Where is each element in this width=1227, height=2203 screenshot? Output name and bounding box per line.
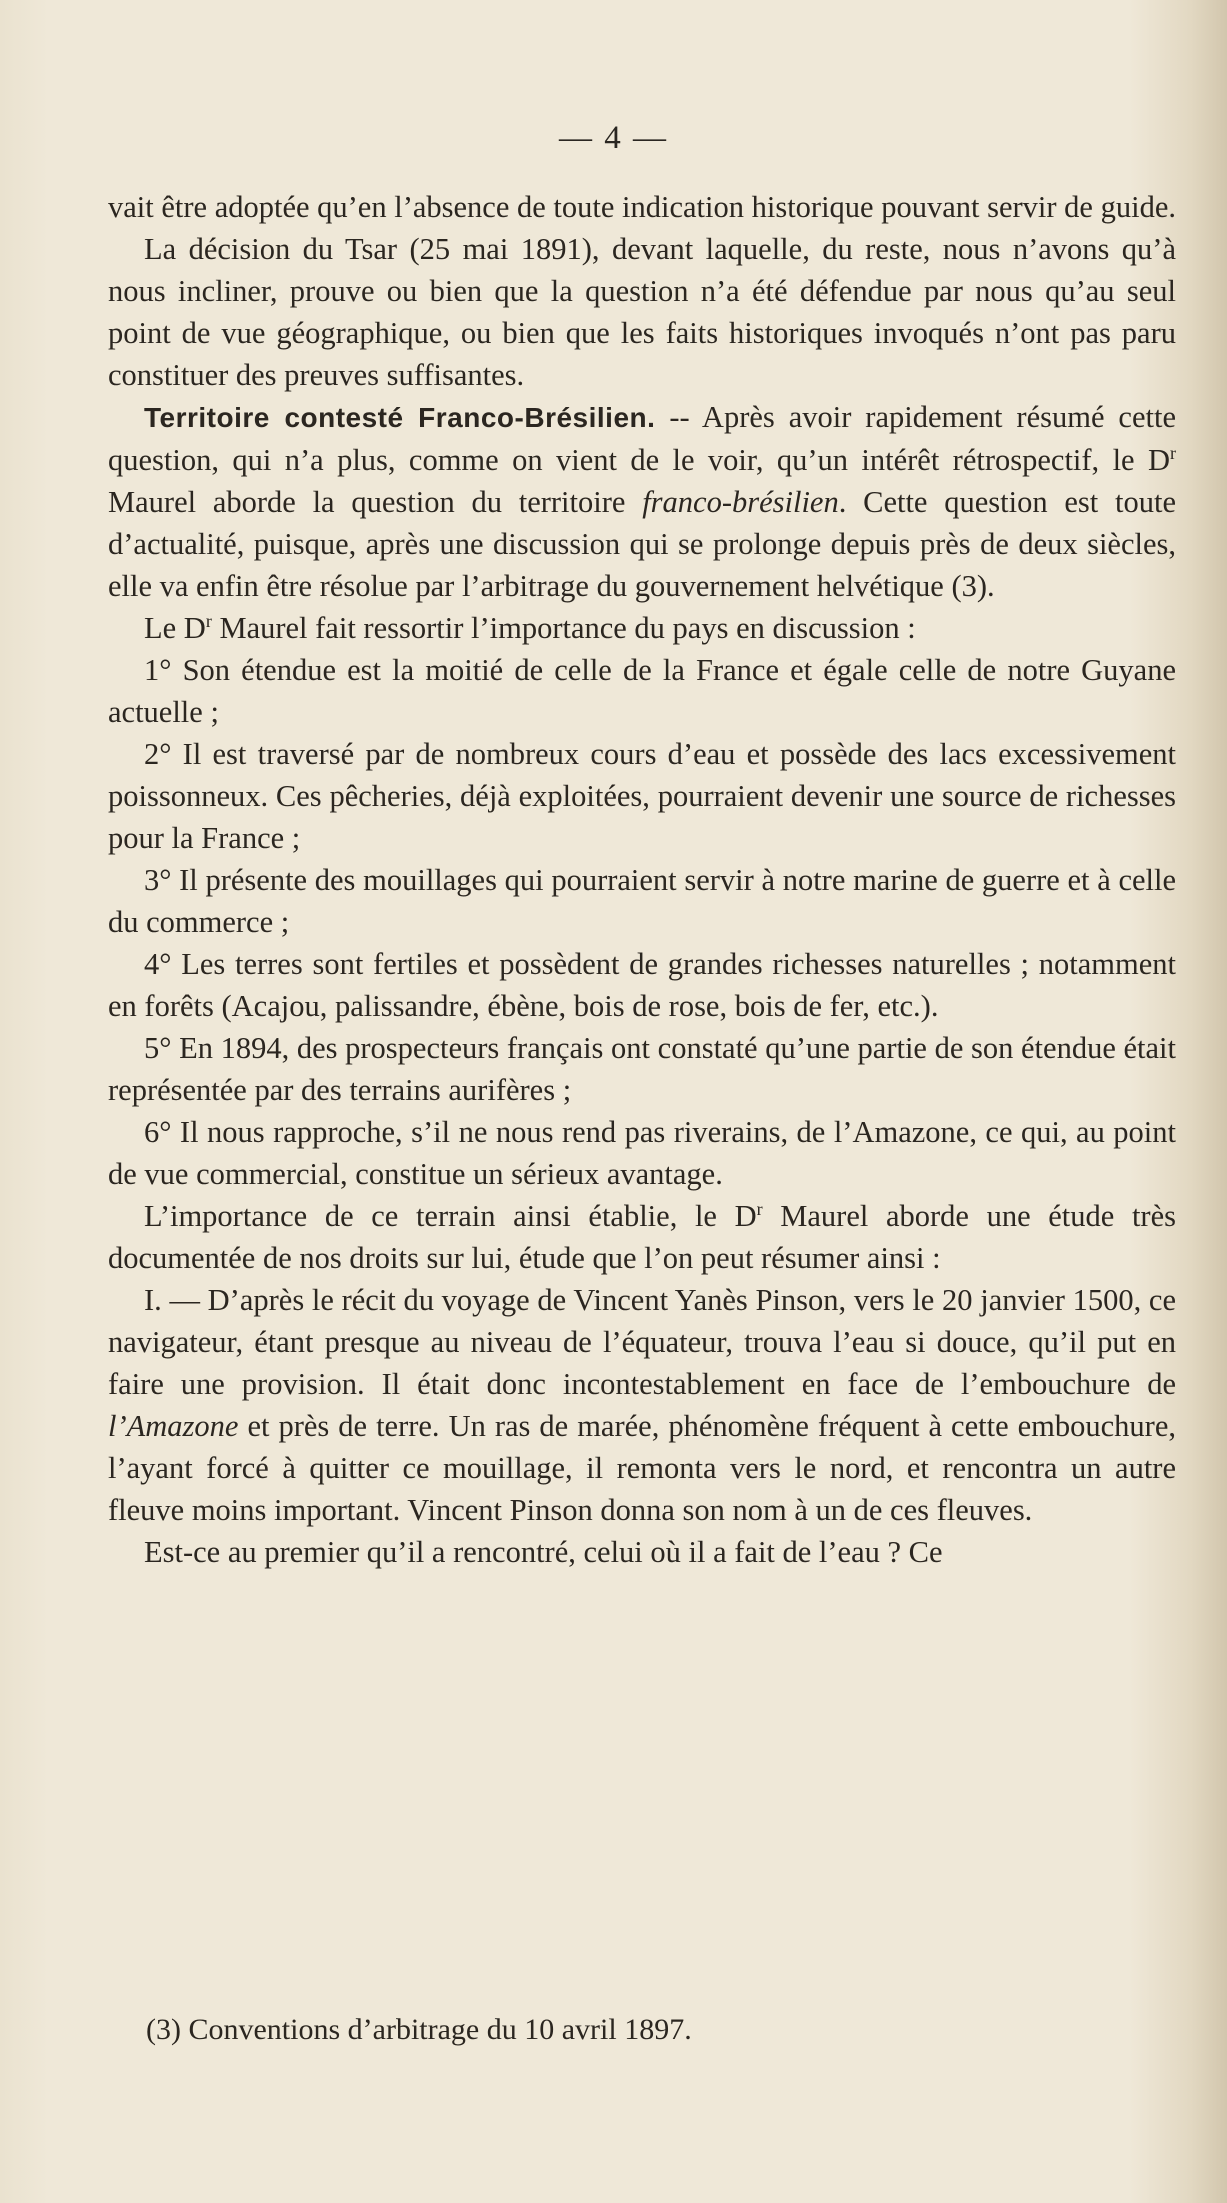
list-item-4: 4° Les terres sont fertiles et possèdent de grandes richesses naturelles ; notamment en forêts (Acajou, palissandre, ébène, bois de rose, bois de fer, etc.). — [108, 947, 1176, 1023]
paragraph-text: L’importance de ce terrain ainsi établie, le D — [144, 1199, 757, 1233]
list-item-2: 2° Il est traversé par de nombreux cours d’eau et possède des lacs excessivement poissonneux. Ces pêcheries, déjà exploitées, pourraient devenir une source de richesses pour la France ; — [108, 737, 1176, 855]
list-item-1: 1° Son étendue est la moitié de celle de la France et égale celle de notre Guyane actuelle ; — [108, 653, 1176, 729]
body-text — [108, 186, 1176, 1573]
paragraph-etude — [108, 1195, 1176, 1279]
paragraph-importance — [108, 607, 1176, 649]
paragraph-continuation: vait être adoptée qu’en l’absence de toute indication historique pouvant servir de guide. — [108, 190, 1176, 224]
paragraph-text: . Cette question est toute d’actualité, puisque, après une discussion qui se prolonge depuis près de deux siècles, elle va enfin être résolue par l’arbitrage du gouvernement helvétique (3). — [108, 485, 1176, 603]
superscript: r — [756, 1198, 763, 1219]
paragraph-text: et près de terre. Un ras de marée, phénomène fréquent à cette embouchure, l’ayant forcé à quitter ce mouillage, il remonta vers le nord, et rencontra un autre fleuve moins important. Vincent Pinson donna son nom à un de ces fleuves. — [108, 1409, 1176, 1527]
paragraph-text: Maurel aborde la question du territoire — [108, 485, 643, 519]
paragraph-tsar-decision: La décision du Tsar (25 mai 1891), devant laquelle, du reste, nous n’avons qu’à nous incliner, prouve ou bien que la question n’a été défendue par nous qu’au seul point de vue géographique, ou bien que les faits historiques invoqués n’ont pas paru constituer des preuves suffisantes. — [108, 232, 1176, 392]
superscript: r — [1170, 442, 1176, 463]
paragraph-pinson — [108, 1279, 1176, 1531]
paragraph-text: Maurel fait ressortir l’importance du pays en discussion : — [211, 611, 916, 645]
footnote: (3) Conventions d’arbitrage du 10 avril 1897. — [146, 2013, 692, 2046]
paragraph-territoire-conteste — [108, 396, 1176, 607]
paragraph-question: Est-ce au premier qu’il a rencontré, celui où il a fait de l’eau ? Ce — [144, 1535, 943, 1569]
paragraph-text: I. — D’après le récit du voyage de Vincent Yanès Pinson, vers le 20 janvier 1500, ce navigateur, étant presque au niveau de l’équateur, trouva l’eau si douce, qu’il put en faire une provision. Il était donc incontestablement en face de l’embouchure de — [108, 1283, 1176, 1401]
superscript: r — [205, 610, 212, 631]
list-item-3: 3° Il présente des mouillages qui pourraient servir à notre marine de guerre et à celle du commerce ; — [108, 863, 1176, 939]
italic-text: l’Amazone — [108, 1409, 239, 1443]
list-item-5: 5° En 1894, des prospecteurs français ont constaté qu’une partie de son étendue était représentée par des terrains aurifères ; — [108, 1031, 1176, 1107]
list-item-6: 6° Il nous rapproche, s’il ne nous rend pas riverains, de l’Amazone, ce qui, au point de vue commercial, constitue un sérieux avantage. — [108, 1115, 1176, 1191]
page-number: — 4 — — [559, 120, 668, 156]
paragraph-text: Maurel aborde une étude très documentée de nos droits sur lui, étude que l’on peut résumer ainsi : — [108, 1199, 1176, 1275]
italic-text: franco-brésilien — [642, 485, 839, 519]
paragraph-text: -- Après avoir rapidement résumé cette question, qui n’a plus, comme on vient de le voir, qu’un intérêt rétrospectif, le D — [108, 400, 1176, 477]
paragraph-text: Le D — [144, 611, 206, 645]
section-heading: Territoire contesté Franco-Brésilien. — [144, 402, 656, 433]
